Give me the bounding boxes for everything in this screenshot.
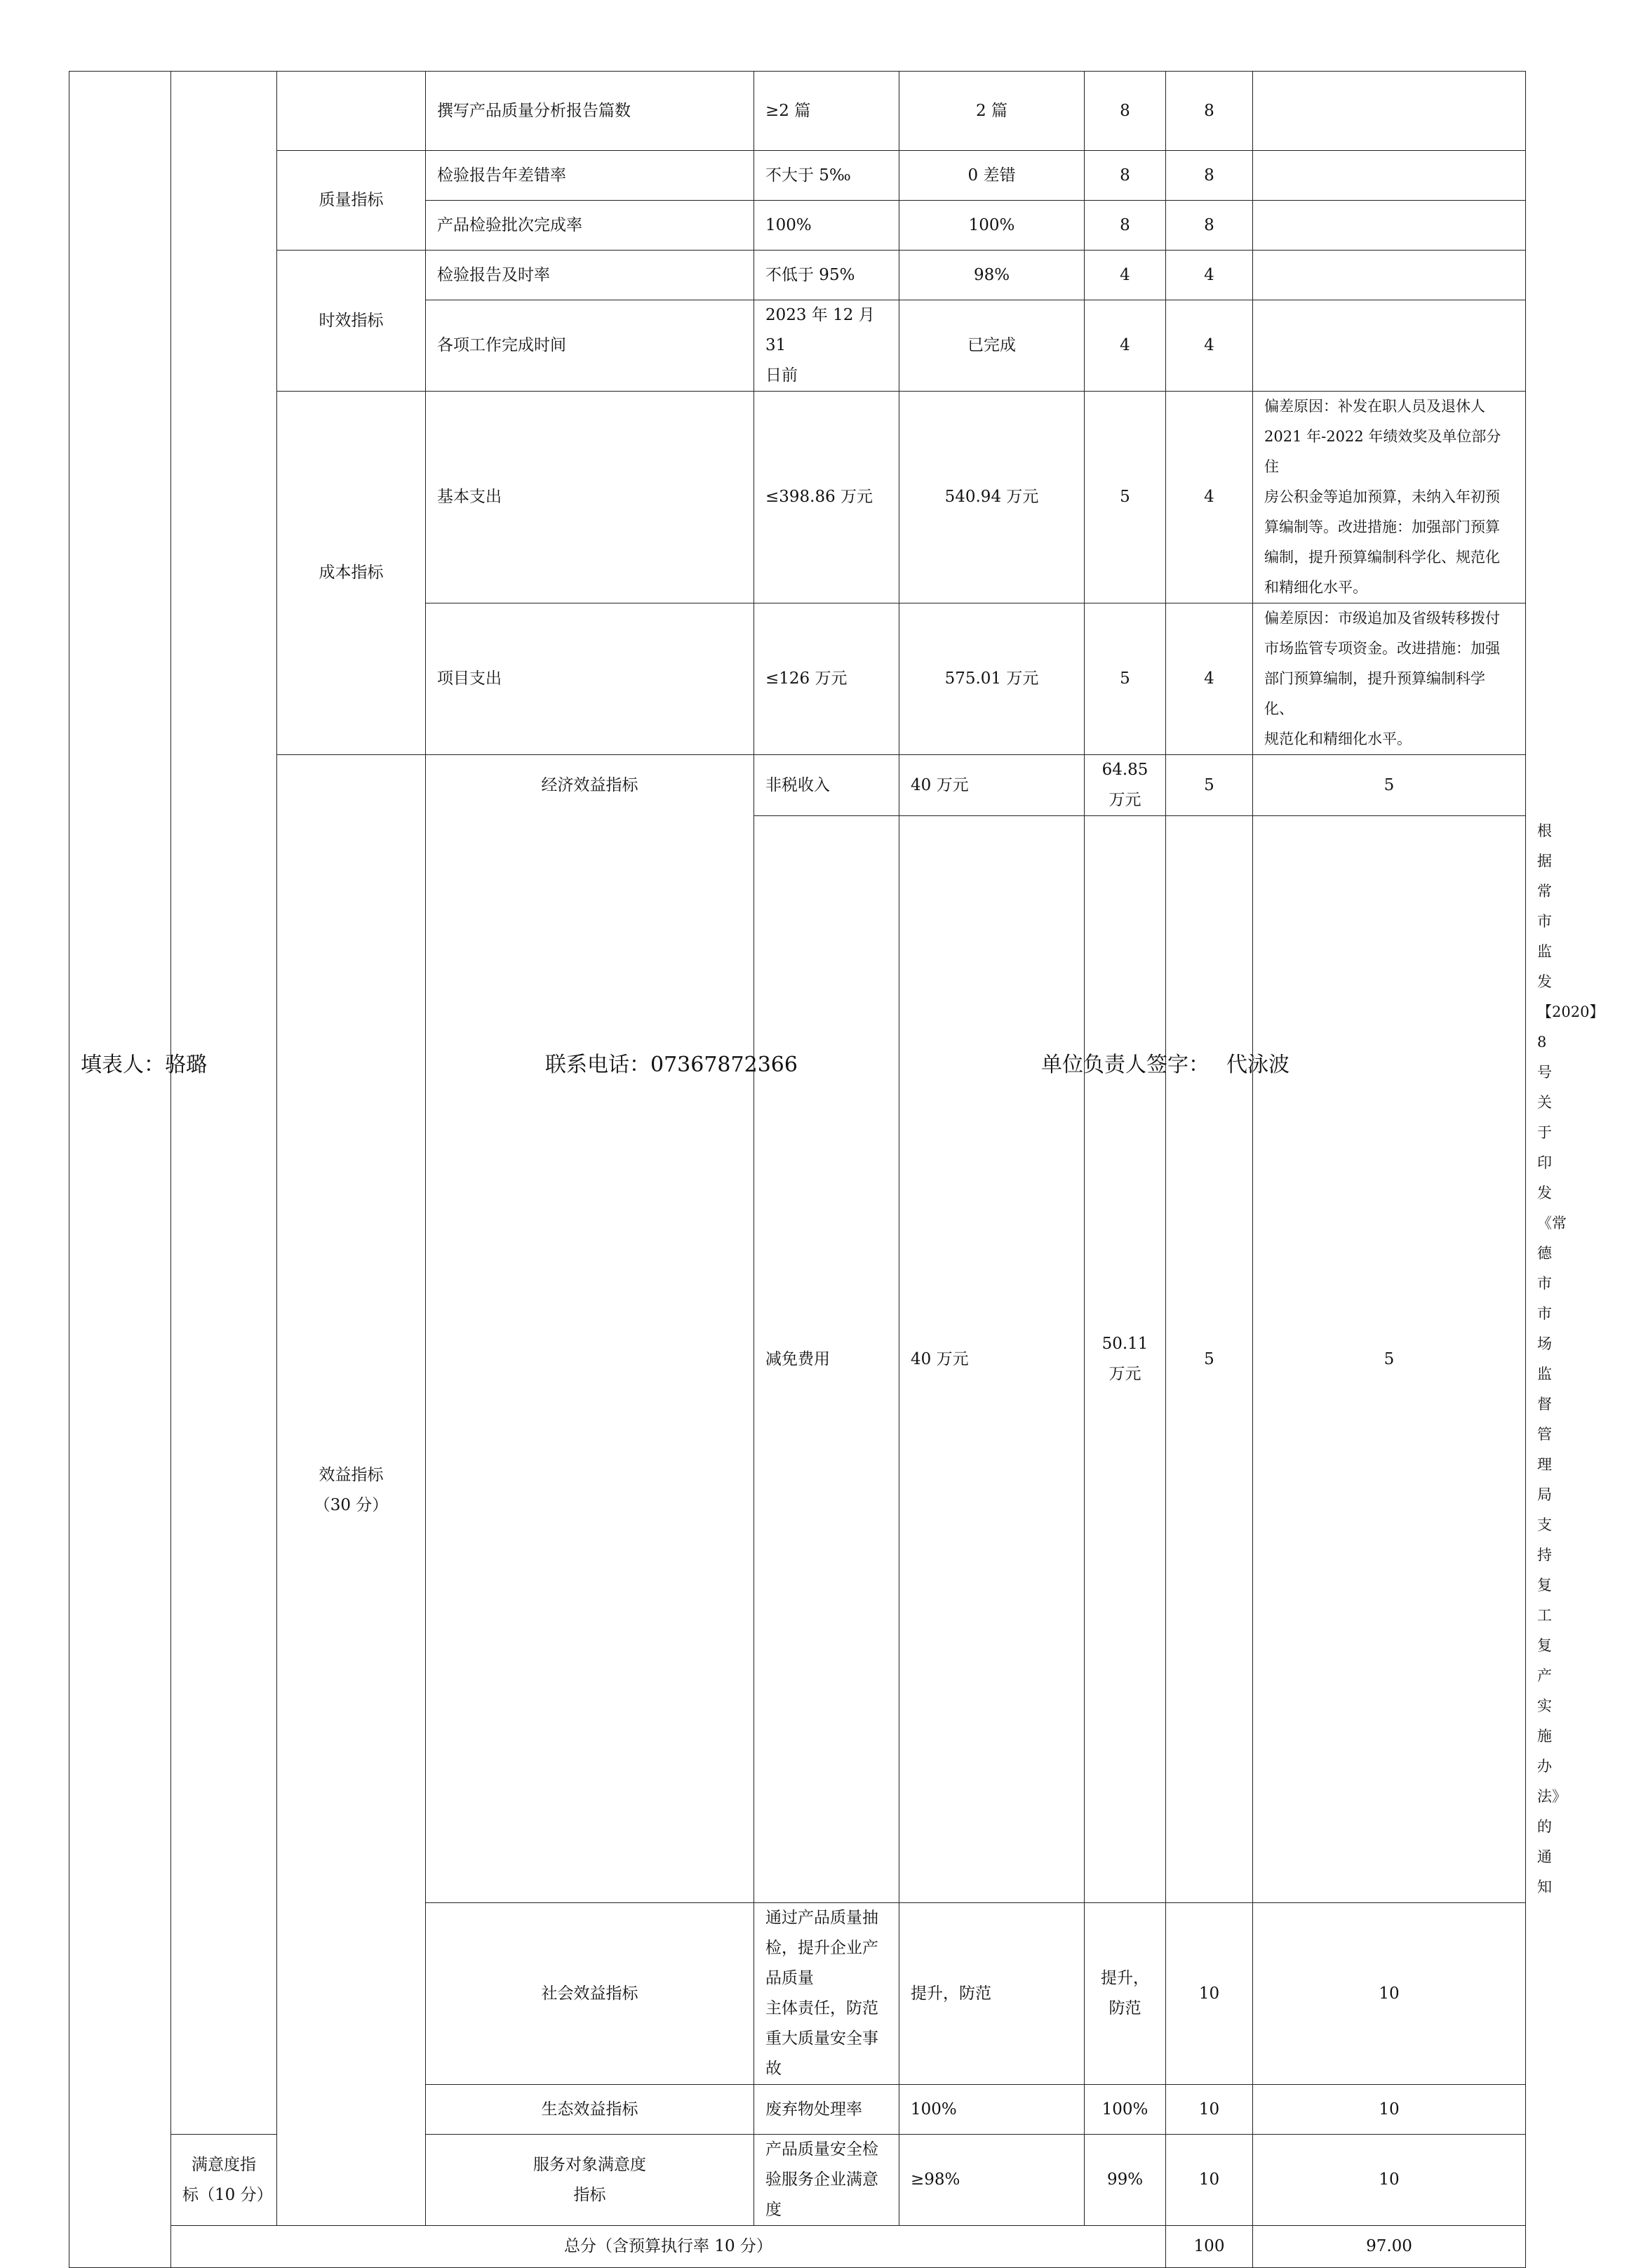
phone-number: 07367872366 xyxy=(650,1053,798,1077)
indicator-cell: 减免费用 xyxy=(754,816,899,1903)
phone-field xyxy=(545,1047,798,1078)
social-indicator-label: 社会效益指标 xyxy=(426,1903,754,2085)
note-cell xyxy=(1253,251,1526,300)
table-row xyxy=(69,755,1526,816)
target-cell: 100% xyxy=(899,2085,1085,2135)
ecological-indicator-label: 生态效益指标 xyxy=(426,2085,754,2135)
label-line: 满意度指 xyxy=(192,2155,256,2174)
head-name: 代泳波 xyxy=(1226,1053,1290,1077)
target-cell: 不大于 5‰ xyxy=(754,151,899,201)
weight-cell: 5 xyxy=(1085,392,1166,603)
filler-label: 填表人： xyxy=(81,1053,165,1077)
score-cell: 10 xyxy=(1253,2135,1526,2226)
target-cell xyxy=(754,300,899,392)
filler-field xyxy=(81,1047,207,1078)
weight-cell: 10 xyxy=(1166,2085,1253,2135)
output-indicator-cell xyxy=(171,72,277,2135)
note-line: 和精细化水平。 xyxy=(1264,579,1367,596)
score-cell: 8 xyxy=(1166,201,1253,251)
total-row xyxy=(69,2226,1526,2268)
label-line: 标（10 分） xyxy=(182,2185,273,2204)
benefit-indicator-label xyxy=(277,755,426,2226)
indicator-cell xyxy=(754,1903,899,2085)
note-line: 偏差原因：市级追加及省级转移拨付 xyxy=(1264,610,1500,627)
weight-cell: 10 xyxy=(1166,1903,1253,2085)
actual-cell: 575.01 万元 xyxy=(899,603,1085,755)
actual-cell: 98% xyxy=(899,251,1085,300)
label-line: 指标 xyxy=(573,2185,606,2204)
score-cell: 10 xyxy=(1253,2085,1526,2135)
score-cell: 8 xyxy=(1166,72,1253,151)
total-label: 总分（含预算执行率 10 分） xyxy=(171,2226,1166,2268)
weight-cell: 4 xyxy=(1085,251,1166,300)
table-row xyxy=(69,72,1526,151)
cost-indicator-label: 成本指标 xyxy=(277,392,426,755)
target-cell: 100% xyxy=(754,201,899,251)
note-line: 偏差原因：补发在职人员及退休人 xyxy=(1264,398,1485,415)
first-level-cell xyxy=(69,72,171,2268)
indicator-cell: 废弃物处理率 xyxy=(754,2085,899,2135)
indicator-cell: 检验报告及时率 xyxy=(426,251,754,300)
actual-cell: 64.85 万元 xyxy=(1085,755,1166,816)
indicator-cell: 撰写产品质量分析报告篇数 xyxy=(426,72,754,151)
target-cell: 提升，防范 xyxy=(899,1903,1085,2085)
note-line: 算编制等。改进措施：加强部门预算 xyxy=(1264,519,1500,535)
weight-cell: 8 xyxy=(1085,72,1166,151)
note-cell xyxy=(1253,300,1526,392)
weight-cell: 5 xyxy=(1085,603,1166,755)
target-cell: 40 万元 xyxy=(899,755,1085,816)
note-line: 2021 年-2022 年绩效奖及单位部分住 xyxy=(1264,428,1501,475)
target-line: 日前 xyxy=(765,366,798,385)
score-cell: 4 xyxy=(1166,251,1253,300)
weight-cell: 5 xyxy=(1166,755,1253,816)
actual-cell: 2 篇 xyxy=(899,72,1085,151)
indicator-cell: 检验报告年差错率 xyxy=(426,151,754,201)
indicator-cell: 产品质量安全检验服务企业满意度 xyxy=(754,2135,899,2226)
timeliness-indicator-label: 时效指标 xyxy=(277,251,426,392)
weight-cell: 5 xyxy=(1166,816,1253,1903)
label-line: （30 分） xyxy=(314,1495,389,1514)
score-cell: 10 xyxy=(1253,1903,1526,2085)
weight-cell: 8 xyxy=(1085,151,1166,201)
target-cell: ≥2 篇 xyxy=(754,72,899,151)
weight-cell: 8 xyxy=(1085,201,1166,251)
indicator-line: 通过产品质量抽检，提升企业产品质量 xyxy=(765,1909,878,1987)
score-cell: 5 xyxy=(1253,755,1526,816)
note-line: 规范化和精细化水平。 xyxy=(1264,731,1412,747)
head-signature-field xyxy=(1041,1047,1290,1078)
actual-cell: 540.94 万元 xyxy=(899,392,1085,603)
actual-cell: 50.11 万元 xyxy=(1085,816,1166,1903)
target-cell: 不低于 95% xyxy=(754,251,899,300)
indicator-cell: 各项工作完成时间 xyxy=(426,300,754,392)
actual-cell: 99% xyxy=(1085,2135,1166,2226)
target-cell: ≤126 万元 xyxy=(754,603,899,755)
actual-cell: 100% xyxy=(899,201,1085,251)
actual-cell: 提升，防范 xyxy=(1085,1903,1166,2085)
performance-table xyxy=(69,71,1605,2268)
note-cell xyxy=(1253,72,1526,151)
note-line: 市场监管专项资金。改进措施：加强 xyxy=(1264,640,1500,657)
total-weight: 100 xyxy=(1166,2226,1253,2268)
actual-cell: 0 差错 xyxy=(899,151,1085,201)
indicator-cell: 项目支出 xyxy=(426,603,754,755)
note-cell xyxy=(1253,603,1526,755)
note-line: 编制，提升预算编制科学化、规范化 xyxy=(1264,549,1500,566)
table-row xyxy=(69,151,1526,201)
table-row xyxy=(69,392,1526,603)
score-cell: 4 xyxy=(1166,300,1253,392)
note-line: 部门预算编制，提升预算编制科学化、 xyxy=(1264,670,1485,717)
target-cell: 40 万元 xyxy=(899,816,1085,1903)
note-cell xyxy=(1253,392,1526,603)
indicator-cell: 产品检验批次完成率 xyxy=(426,201,754,251)
target-cell: ≤398.86 万元 xyxy=(754,392,899,603)
target-cell: ≥98% xyxy=(899,2135,1085,2226)
note-cell xyxy=(1253,151,1526,201)
note-cell xyxy=(1253,201,1526,251)
score-cell: 5 xyxy=(1253,816,1526,1903)
phone-label: 联系电话： xyxy=(545,1053,650,1077)
head-label: 单位负责人签字： xyxy=(1041,1053,1210,1077)
note-line: 房公积金等追加预算，未纳入年初预 xyxy=(1264,488,1500,505)
label-line: 服务对象满意度 xyxy=(533,2155,646,2174)
actual-cell: 已完成 xyxy=(899,300,1085,392)
target-line: 2023 年 12 月 31 xyxy=(765,306,875,354)
filler-name: 骆璐 xyxy=(165,1053,207,1077)
indicator-cell: 非税收入 xyxy=(754,755,899,816)
economic-indicator-label: 经济效益指标 xyxy=(426,755,754,1903)
score-cell: 8 xyxy=(1166,151,1253,201)
satisfaction-indicator-label xyxy=(171,2135,277,2226)
quality-indicator-label: 质量指标 xyxy=(277,151,426,251)
weight-cell: 10 xyxy=(1166,2135,1253,2226)
weight-cell: 4 xyxy=(1085,300,1166,392)
label-line: 效益指标 xyxy=(319,1465,384,1484)
score-cell: 4 xyxy=(1166,603,1253,755)
table-row xyxy=(69,251,1526,300)
actual-cell: 100% xyxy=(1085,2085,1166,2135)
score-cell: 4 xyxy=(1166,392,1253,603)
indicator-cell: 基本支出 xyxy=(426,392,754,603)
table-row: 减免费用 40 万元 50.11 万元 5 5 根据常市监发【2020】8 号 关于印发 《常德市市场监督管理局支持复工复 产实施办法》的通知 xyxy=(69,816,1526,1903)
indicator-line: 主体责任，防范重大质量安全事故 xyxy=(765,1999,878,2078)
total-score: 97.00 xyxy=(1253,2226,1526,2268)
service-satisfaction-label xyxy=(426,2135,754,2226)
tertiary-cell xyxy=(277,72,426,151)
